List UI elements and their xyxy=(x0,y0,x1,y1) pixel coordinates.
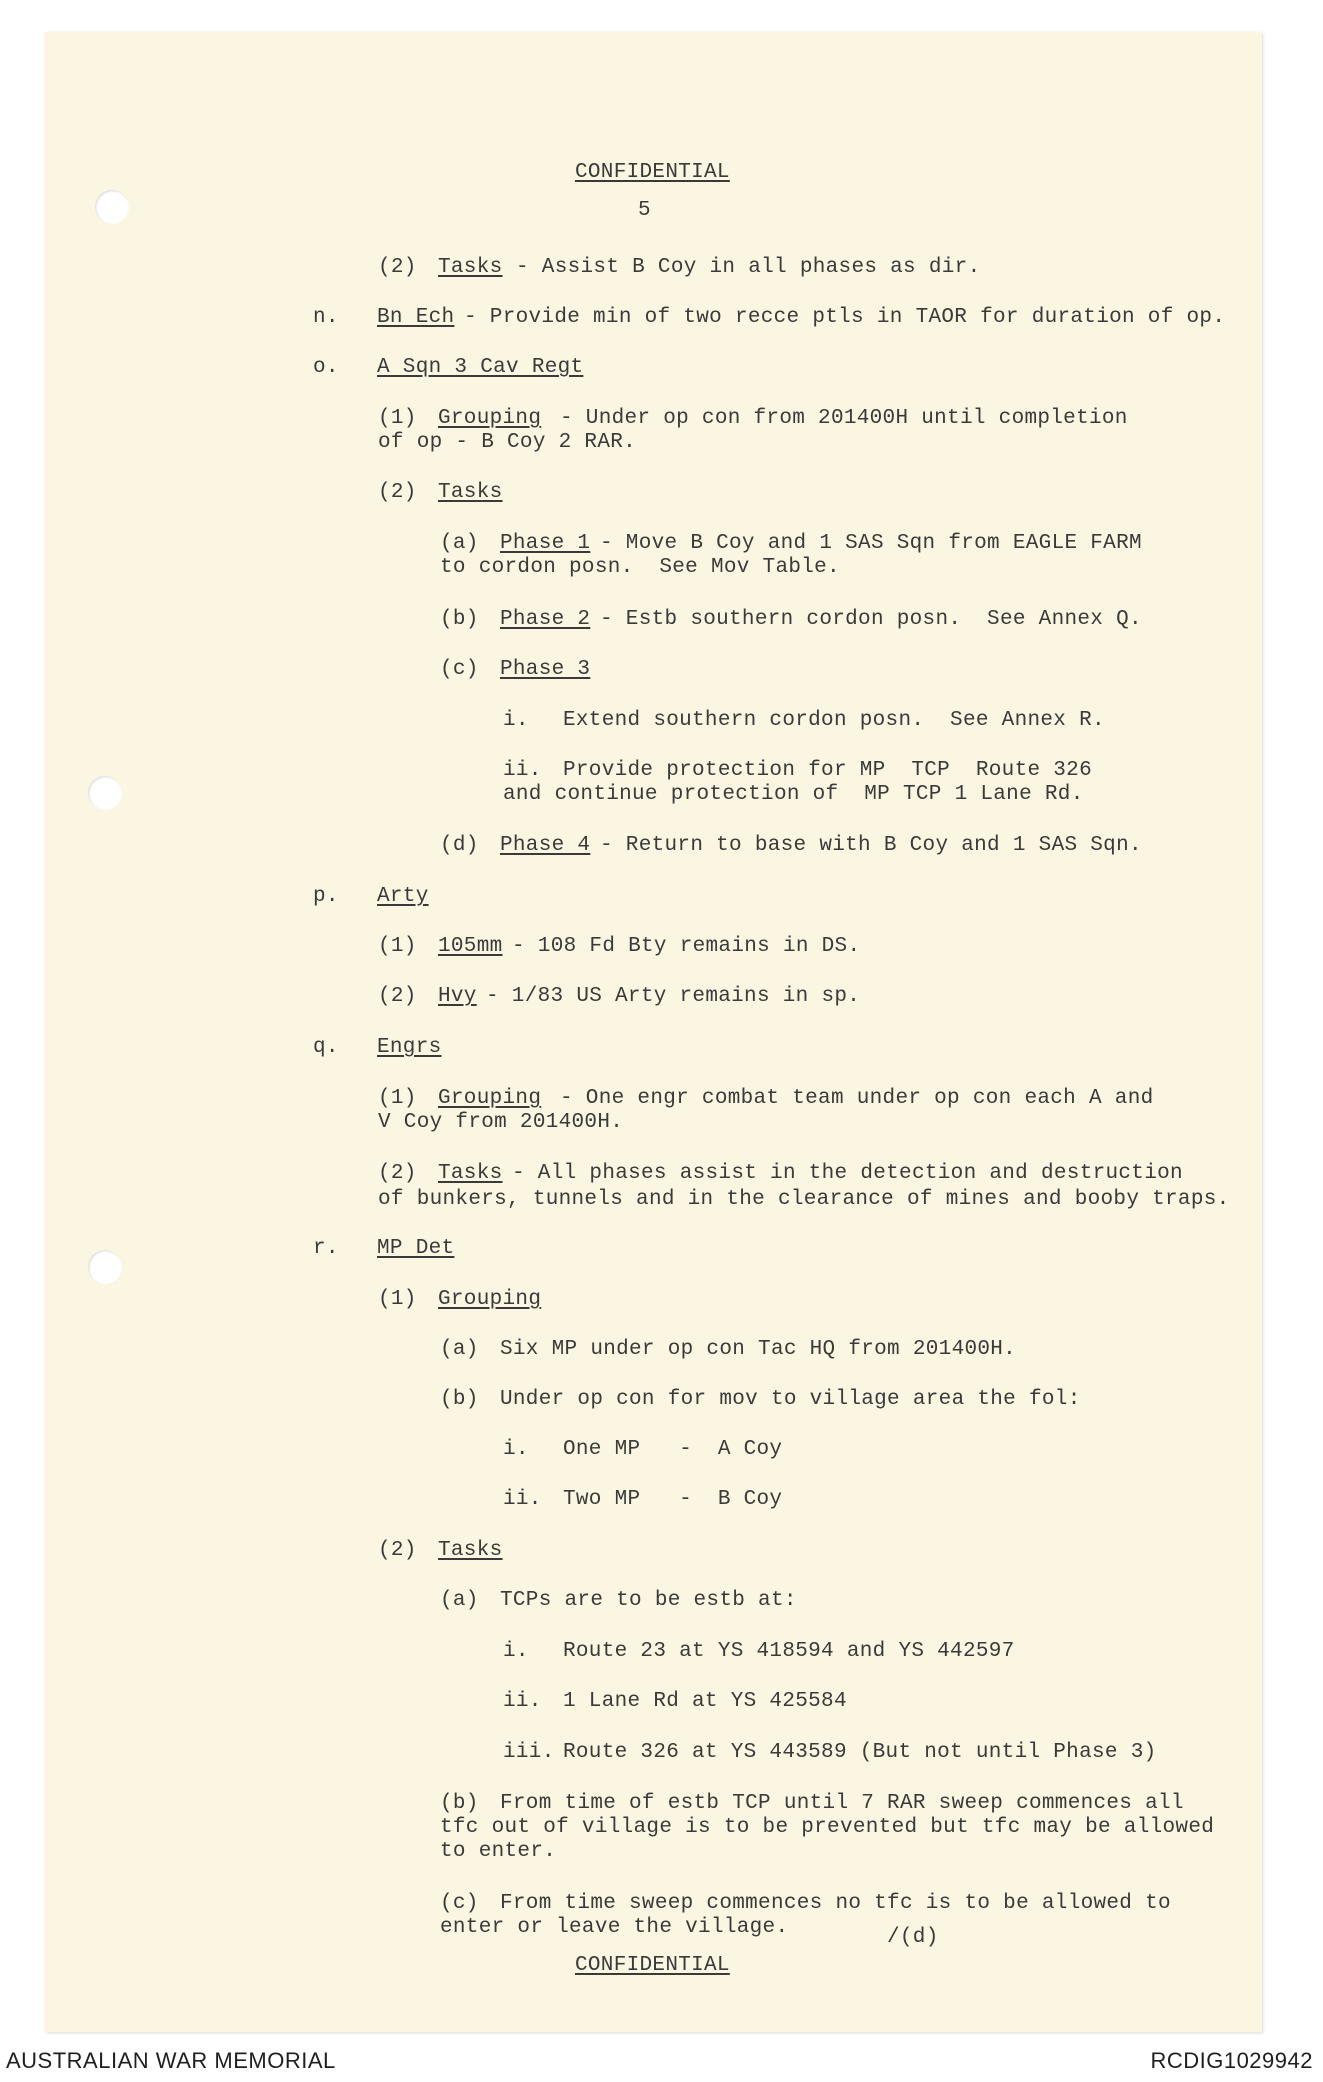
subitem-text: - Return to base with B Coy and 1 SAS Sqn. xyxy=(600,834,1142,857)
item-title: Tasks xyxy=(438,481,503,504)
subitem-number: (a) xyxy=(440,1338,479,1361)
roman-text-cont: and continue protection of MP TCP 1 Lane Rd. xyxy=(503,783,1084,806)
continuation-marker: /(d) xyxy=(887,1926,939,1949)
subitem-text: - Estb southern cordon posn. See Annex Q. xyxy=(600,608,1142,631)
para-label: n. xyxy=(313,306,339,329)
punch-hole-top xyxy=(95,190,129,224)
archive-id: RCDIG1029942 xyxy=(1150,2048,1313,2073)
item-title: Grouping xyxy=(438,1087,542,1110)
roman-number: i. xyxy=(503,1640,529,1663)
item-title: 105mm xyxy=(438,935,503,958)
roman-text: One MP - A Coy xyxy=(563,1438,783,1461)
para-text: - Provide min of two recce ptls in TAOR for duration of op. xyxy=(464,306,1226,329)
item-number: (1) xyxy=(378,1087,417,1110)
para-title: Bn Ech xyxy=(377,306,455,329)
item-number: (1) xyxy=(378,407,417,430)
subitem-text: TCPs are to be estb at: xyxy=(500,1589,797,1612)
subitem-text: From time sweep commences no tfc is to be allowed to xyxy=(500,1892,1171,1915)
archive-credit: AUSTRALIAN WAR MEMORIAL xyxy=(6,2048,336,2073)
roman-text: Provide protection for MP TCP Route 326 xyxy=(563,759,1092,782)
subitem-text: From time of estb TCP until 7 RAR sweep commences all xyxy=(500,1792,1184,1815)
subitem-number: (b) xyxy=(440,608,479,631)
subitem-text-cont: tfc out of village is to be prevented but tfc may be allowed xyxy=(440,1816,1215,1839)
roman-number: ii. xyxy=(503,1488,542,1511)
subitem-title: Phase 3 xyxy=(500,658,591,681)
item-text-cont: of bunkers, tunnels and in the clearance of mines and booby traps. xyxy=(378,1188,1230,1211)
roman-text: Route 23 at YS 418594 and YS 442597 xyxy=(563,1640,1015,1663)
roman-number: ii. xyxy=(503,1690,542,1713)
item-title: Grouping xyxy=(438,1288,542,1311)
para-label: p. xyxy=(313,885,339,908)
para-label: r. xyxy=(313,1237,339,1260)
subitem-text-cont: enter or leave the village. xyxy=(440,1916,789,1939)
subitem-title: Phase 1 xyxy=(500,532,591,555)
item-number: (2) xyxy=(378,985,417,1008)
para-title: A Sqn 3 Cav Regt xyxy=(377,356,584,379)
para-title: MP Det xyxy=(377,1237,455,1260)
item-title: Hvy xyxy=(438,985,477,1008)
para-label: q. xyxy=(313,1036,339,1059)
item-number: (1) xyxy=(378,935,417,958)
subitem-text: Under op con for mov to village area the fol: xyxy=(500,1388,1081,1411)
item-text: - 108 Fd Bty remains in DS. xyxy=(512,935,861,958)
item-number: (2) xyxy=(378,256,417,279)
item-text: - Under op con from 201400H until completion xyxy=(560,407,1128,430)
roman-number: ii. xyxy=(503,759,542,782)
subitem-text: - Move B Coy and 1 SAS Sqn from EAGLE FARM xyxy=(600,532,1142,555)
para-title: Engrs xyxy=(377,1036,442,1059)
roman-text: Two MP - B Coy xyxy=(563,1488,783,1511)
subitem-number: (a) xyxy=(440,1589,479,1612)
subitem-text-cont: to enter. xyxy=(440,1840,557,1863)
subitem-number: (c) xyxy=(440,1892,479,1915)
roman-text: Route 326 at YS 443589 (But not until Phase 3) xyxy=(563,1741,1157,1764)
subitem-number: (b) xyxy=(440,1388,479,1411)
item-text: - 1/83 US Arty remains in sp. xyxy=(486,985,861,1008)
item-title: Tasks xyxy=(438,256,503,279)
roman-text: 1 Lane Rd at YS 425584 xyxy=(563,1690,847,1713)
subitem-title: Phase 4 xyxy=(500,834,591,857)
item-text-cont: of op - B Coy 2 RAR. xyxy=(378,431,637,454)
footer-classification: CONFIDENTIAL xyxy=(575,1954,730,1977)
item-number: (2) xyxy=(378,1162,417,1185)
item-number: (2) xyxy=(378,481,417,504)
para-label: o. xyxy=(313,356,339,379)
item-title: Tasks xyxy=(438,1162,503,1185)
subitem-number: (b) xyxy=(440,1792,479,1815)
roman-text: Extend southern cordon posn. See Annex R. xyxy=(563,709,1105,732)
item-title: Grouping xyxy=(438,407,542,430)
punch-hole-middle xyxy=(88,776,122,810)
item-text: - All phases assist in the detection and destruction xyxy=(512,1162,1183,1185)
punch-hole-bottom xyxy=(88,1250,122,1284)
subitem-text: Six MP under op con Tac HQ from 201400H. xyxy=(500,1338,1017,1361)
item-text: - One engr combat team under op con each A and xyxy=(560,1087,1154,1110)
document-page xyxy=(45,32,1262,2032)
roman-number: i. xyxy=(503,1438,529,1461)
subitem-text-cont: to cordon posn. See Mov Table. xyxy=(440,556,840,579)
subitem-number: (c) xyxy=(440,658,479,681)
item-text: - Assist B Coy in all phases as dir. xyxy=(516,256,981,279)
item-title: Tasks xyxy=(438,1539,503,1562)
item-text-cont: V Coy from 201400H. xyxy=(378,1111,624,1134)
subitem-number: (a) xyxy=(440,532,479,555)
item-number: (1) xyxy=(378,1288,417,1311)
roman-number: iii. xyxy=(503,1741,555,1764)
para-title: Arty xyxy=(377,885,429,908)
roman-number: i. xyxy=(503,709,529,732)
page-number: 5 xyxy=(638,199,651,222)
header-classification: CONFIDENTIAL xyxy=(575,161,730,184)
subitem-number: (d) xyxy=(440,834,479,857)
subitem-title: Phase 2 xyxy=(500,608,591,631)
item-number: (2) xyxy=(378,1539,417,1562)
